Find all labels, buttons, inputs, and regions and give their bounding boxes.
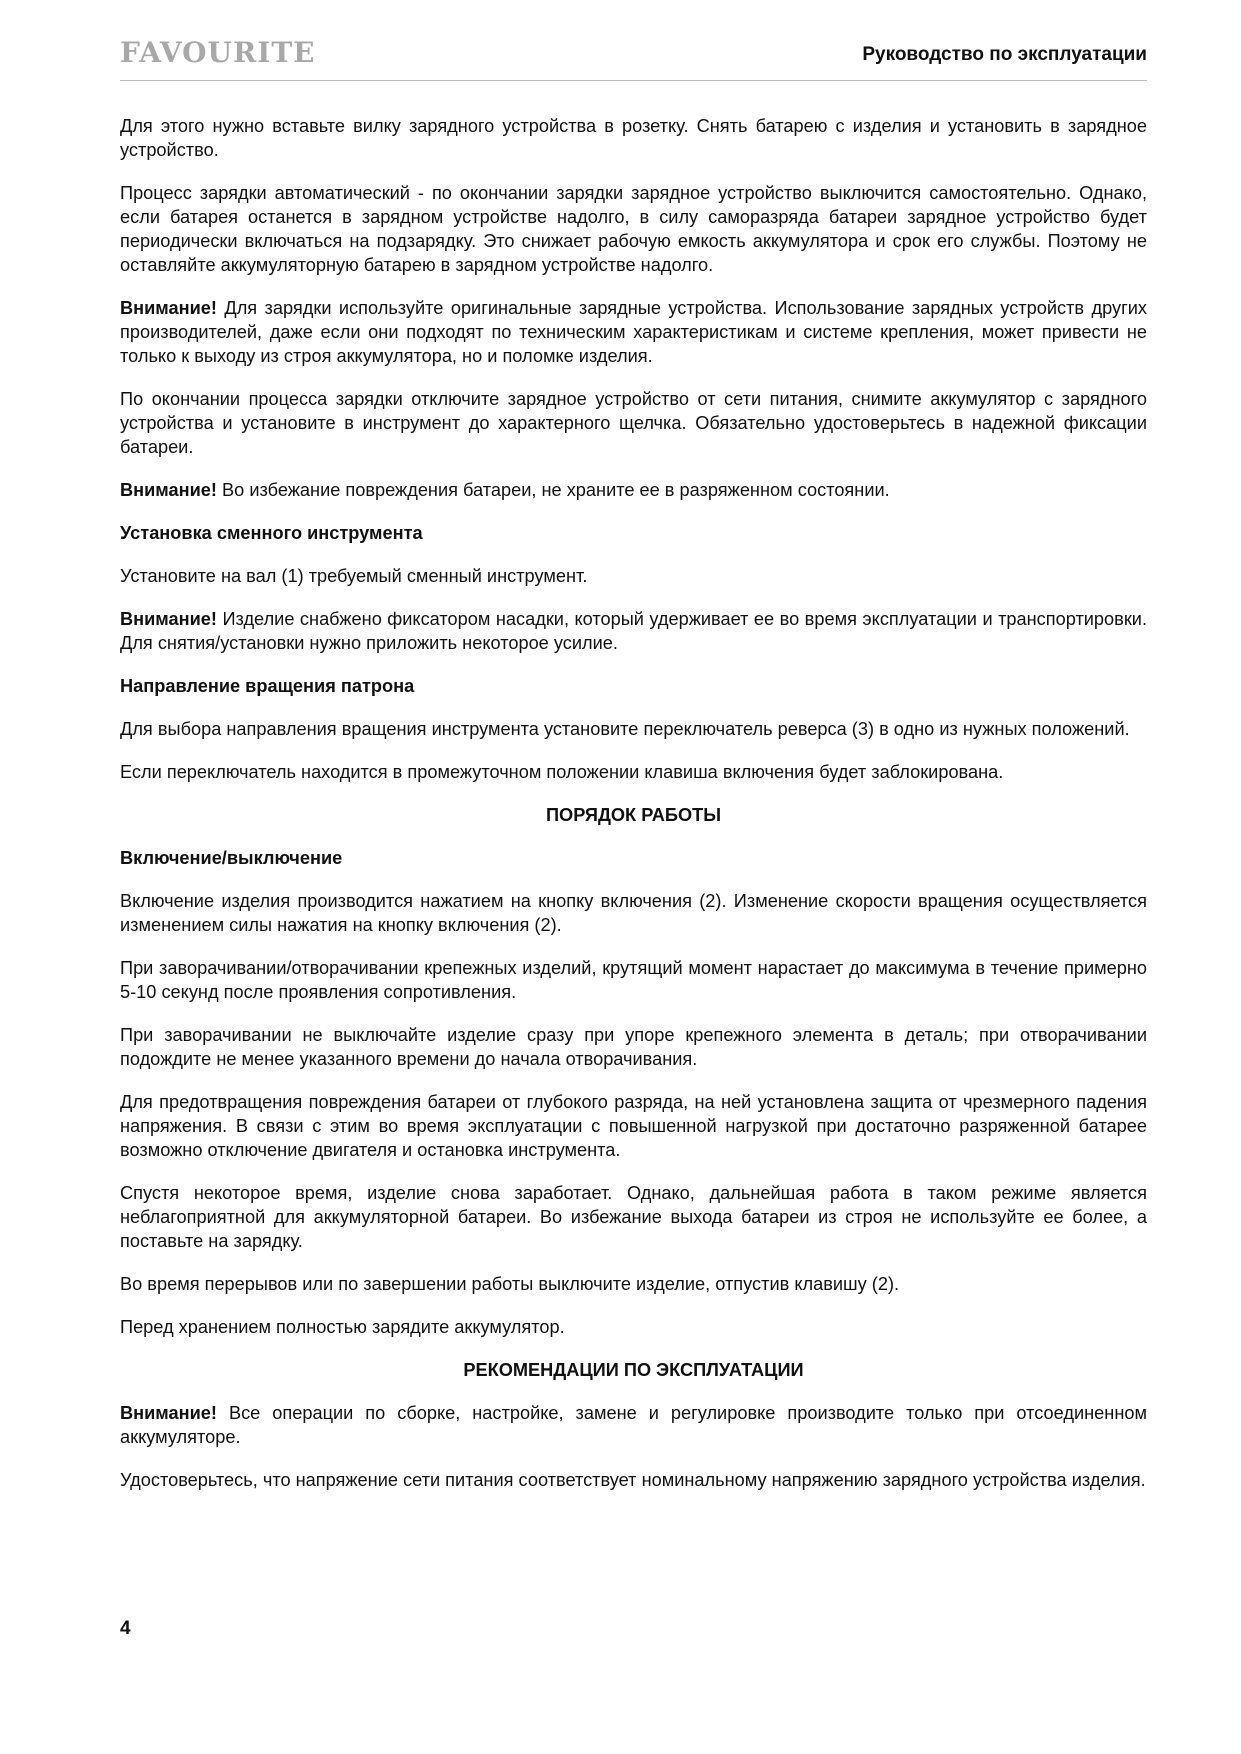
header-title: Руководство по эксплуатации — [862, 44, 1147, 65]
warning-paragraph — [120, 607, 1147, 655]
warning-label: Внимание! — [120, 609, 217, 629]
section-heading-recommendations: РЕКОМЕНДАЦИИ ПО ЭКСПЛУАТАЦИИ — [463, 1360, 804, 1380]
warning-text: Для зарядки используйте оригинальные зарядные устройства. Использование зарядных устройств других производителей, даже если они подходят по техническим характеристикам и системе крепления, может привести не только к выходу из строя аккумулятора, но и поломке изделия. — [120, 298, 1147, 366]
subheading-rotation-direction: Направление вращения патрона — [120, 676, 415, 696]
paragraph: При заворачивании не выключайте изделие сразу при упоре крепежного элемента в деталь; при отворачивании подождите не менее указанного времени до начала отворачивания. — [120, 1025, 1147, 1069]
page-content — [120, 114, 1147, 1511]
warning-paragraph — [120, 478, 1147, 502]
paragraph: Процесс зарядки автоматический - по окончании зарядки зарядное устройство выключится самостоятельно. Однако, если батарея останется в зарядном устройстве надолго, в силу саморазряда батареи зарядное устройство будет периодически включаться на подзарядку. Это снижает рабочую емкость аккумулятора и срок его службы. Поэтому не оставляйте аккумуляторную батарею в зарядном устройстве надолго. — [120, 183, 1147, 275]
paragraph: Если переключатель находится в промежуточном положении клавиша включения будет заблокирована. — [120, 762, 1004, 782]
subheading-on-off: Включение/выключение — [120, 848, 343, 868]
warning-label: Внимание! — [120, 1403, 217, 1423]
warning-text: Во избежание повреждения батареи, не храните ее в разряженном состоянии. — [216, 480, 890, 500]
warning-paragraph — [120, 1401, 1147, 1449]
paragraph: Спустя некоторое время, изделие снова заработает. Однако, дальнейшая работа в таком режиме является неблагоприятной для аккумуляторной батареи. Во избежание выхода батареи из строя не используйте ее более, а поставьте на зарядку. — [120, 1183, 1147, 1251]
paragraph: Установите на вал (1) требуемый сменный инструмент. — [120, 566, 588, 586]
paragraph: Во время перерывов или по завершении работы выключите изделие, отпустив клавишу (2). — [120, 1274, 900, 1294]
paragraph: Включение изделия производится нажатием на кнопку включения (2). Изменение скорости вращения осуществляется изменением силы нажатия на кнопку включения (2). — [120, 891, 1147, 935]
warning-paragraph — [120, 296, 1147, 368]
paragraph: Для выбора направления вращения инструмента установите переключатель реверса (3) в одно из нужных положений. — [120, 719, 1130, 739]
paragraph: При заворачивании/отворачивании крепежных изделий, крутящий момент нарастает до максимума в течение примерно 5-10 секунд после проявления сопротивления. — [120, 958, 1147, 1002]
page-number: 4 — [120, 1618, 131, 1639]
subheading-tool-install: Установка сменного инструмента — [120, 523, 423, 543]
brand-logo: FAVOURITE — [120, 36, 316, 69]
warning-text: Изделие снабжено фиксатором насадки, который удерживает ее во время эксплуатации и транспортировки. Для снятия/установки нужно приложить некоторое усилие. — [120, 609, 1147, 653]
page-header — [120, 36, 1147, 81]
warning-label: Внимание! — [120, 298, 217, 318]
warning-text: Все операции по сборке, настройке, замене и регулировке производите только при отсоединенном аккумуляторе. — [120, 1403, 1147, 1447]
section-heading-work-order: ПОРЯДОК РАБОТЫ — [545, 805, 722, 825]
paragraph: Для этого нужно вставьте вилку зарядного устройства в розетку. Снять батарею с изделия и установить в зарядное устройство. — [120, 116, 1147, 160]
paragraph: По окончании процесса зарядки отключите зарядное устройство от сети питания, снимите аккумулятор с зарядного устройства и установите в инструмент до характерного щелчка. Обязательно удостоверьтесь в надежной фиксации батареи. — [120, 389, 1147, 457]
paragraph: Для предотвращения повреждения батареи от глубокого разряда, на ней установлена защита от чрезмерного падения напряжения. В связи с этим во время эксплуатации с повышенной нагрузкой при достаточно разряженной батарее возможно отключение двигателя и остановка инструмента. — [120, 1092, 1147, 1160]
warning-label: Внимание! — [120, 480, 217, 500]
paragraph: Удостоверьтесь, что напряжение сети питания соответствует номинальному напряжению зарядного устройства изделия. — [120, 1470, 1146, 1490]
paragraph: Перед хранением полностью зарядите аккумулятор. — [120, 1317, 565, 1337]
